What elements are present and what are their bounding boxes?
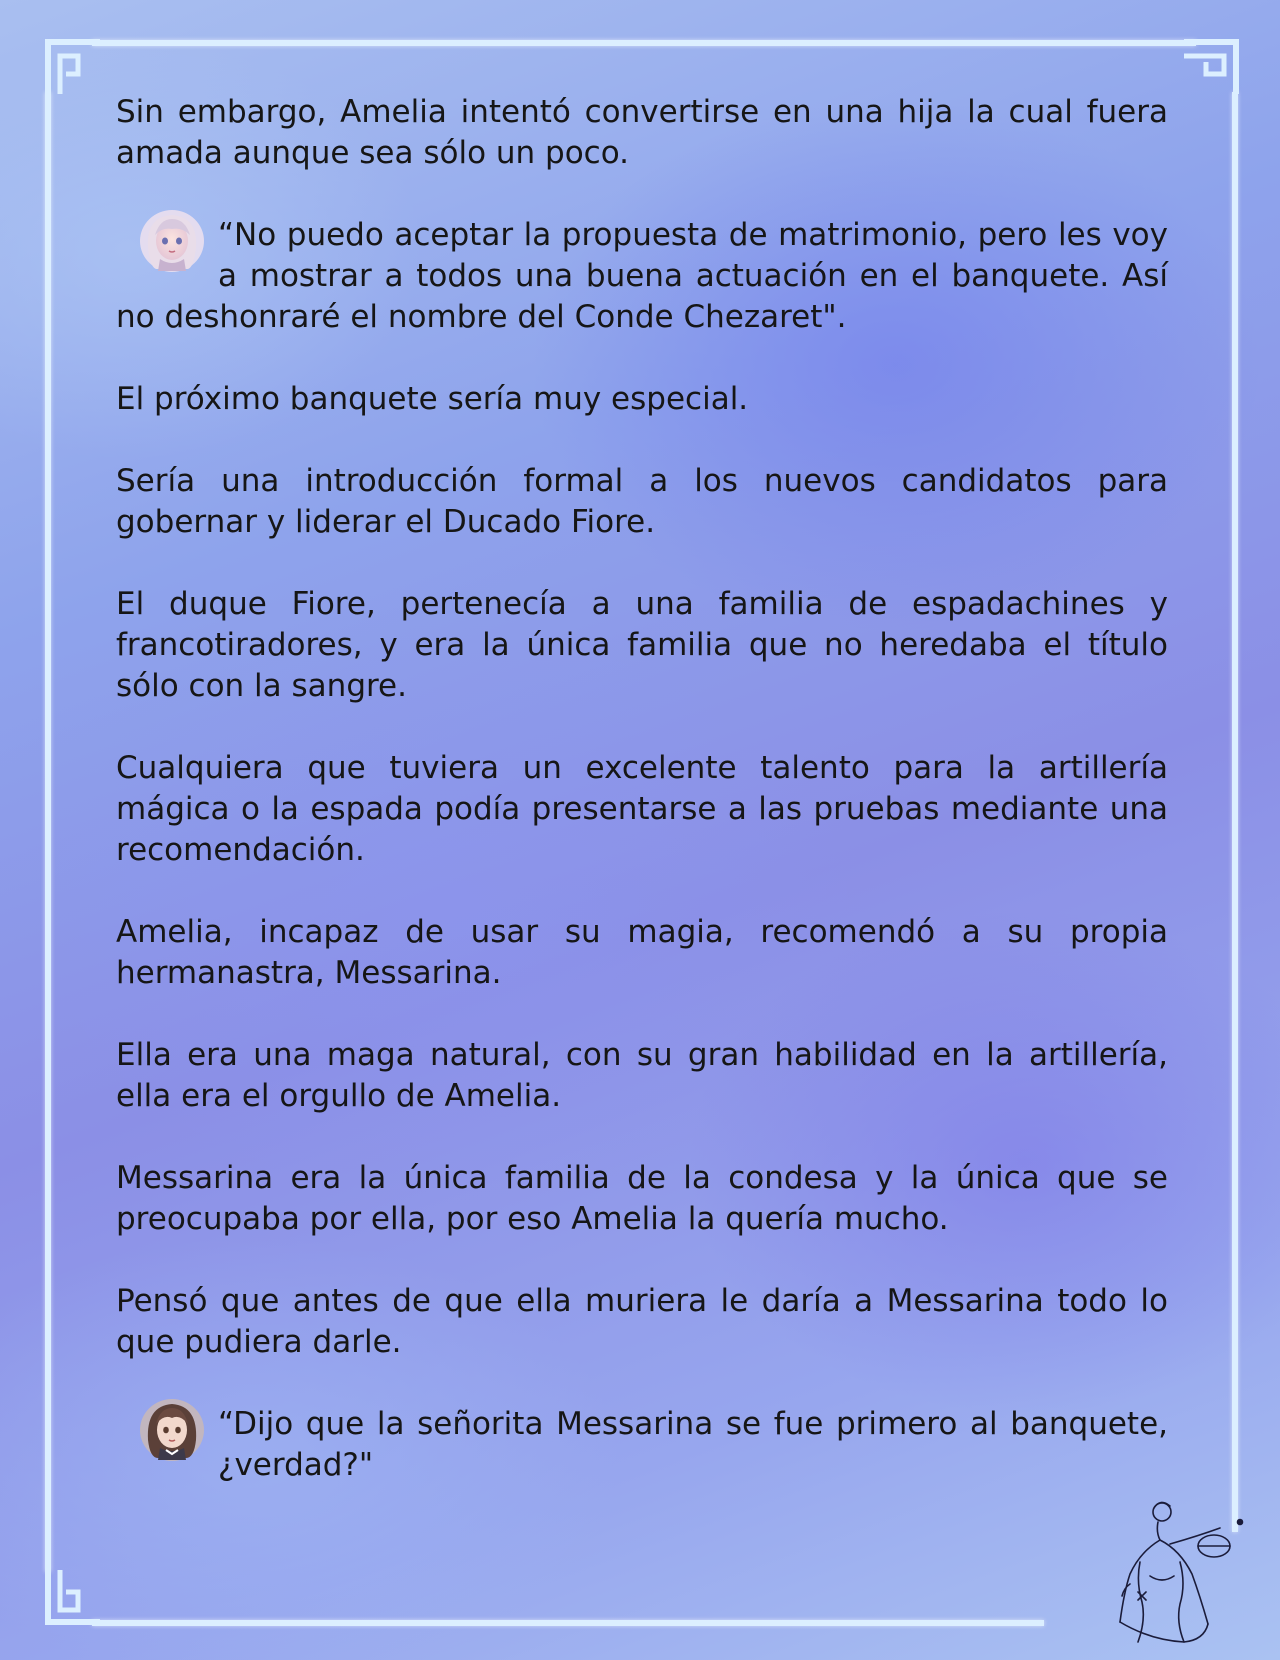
paragraph-with-portrait — [116, 1404, 1168, 1486]
paragraph: Messarina era la única familia de la condesa y la única que se preocupaba por ella, por eso Amelia la quería mucho. — [116, 1160, 1168, 1237]
paragraph-with-portrait — [116, 215, 1168, 338]
frame-right-border — [1232, 92, 1238, 1532]
frame-top-border — [92, 40, 1196, 46]
paragraph: El duque Fiore, pertenecía a una familia de espadachines y francotiradores, y era la única familia que no heredaba el título sólo con la sangre. — [116, 586, 1168, 704]
frame-bottom-border — [92, 1620, 1044, 1626]
paragraph-text: “Dijo que la señorita Messarina se fue primero al banquete, ¿verdad?" — [218, 1406, 1168, 1483]
paragraph-text: “No puedo aceptar la propuesta de matrimonio, pero les voy a mostrar a todos una buena actuación en el banquete. Así no deshonraré el nombre del Conde Chezaret". — [116, 217, 1168, 335]
paragraph: El próximo banquete sería muy especial. — [116, 381, 749, 417]
maid-portrait-icon — [138, 1396, 206, 1462]
paragraph: Pensó que antes de que ella muriera le daría a Messarina todo lo que pudiera darle. — [116, 1283, 1168, 1360]
frame-corner-top-right — [1176, 34, 1246, 104]
frame-corner-top-left — [38, 34, 108, 104]
paragraph: Cualquiera que tuviera un excelente talento para la artillería mágica o la espada podía presentarse a las pruebas mediante una recomendación. — [116, 750, 1168, 868]
frame-left-border — [45, 92, 51, 1572]
woman-illustration-icon — [1080, 1492, 1250, 1652]
page-text — [116, 92, 1168, 1486]
paragraph: Ella era una maga natural, con su gran habilidad en la artillería, ella era el orgullo de Amelia. — [116, 1037, 1168, 1114]
paragraph: Sería una introducción formal a los nuevos candidatos para gobernar y liderar el Ducado Fiore. — [116, 463, 1168, 540]
paragraph: Sin embargo, Amelia intentó convertirse en una hija la cual fuera amada aunque sea sólo un poco. — [116, 94, 1168, 171]
amelia-portrait-icon — [138, 207, 206, 273]
paragraph: Amelia, incapaz de usar su magia, recomendó a su propia hermanastra, Messarina. — [116, 914, 1168, 991]
frame-corner-bottom-left — [38, 1562, 108, 1632]
